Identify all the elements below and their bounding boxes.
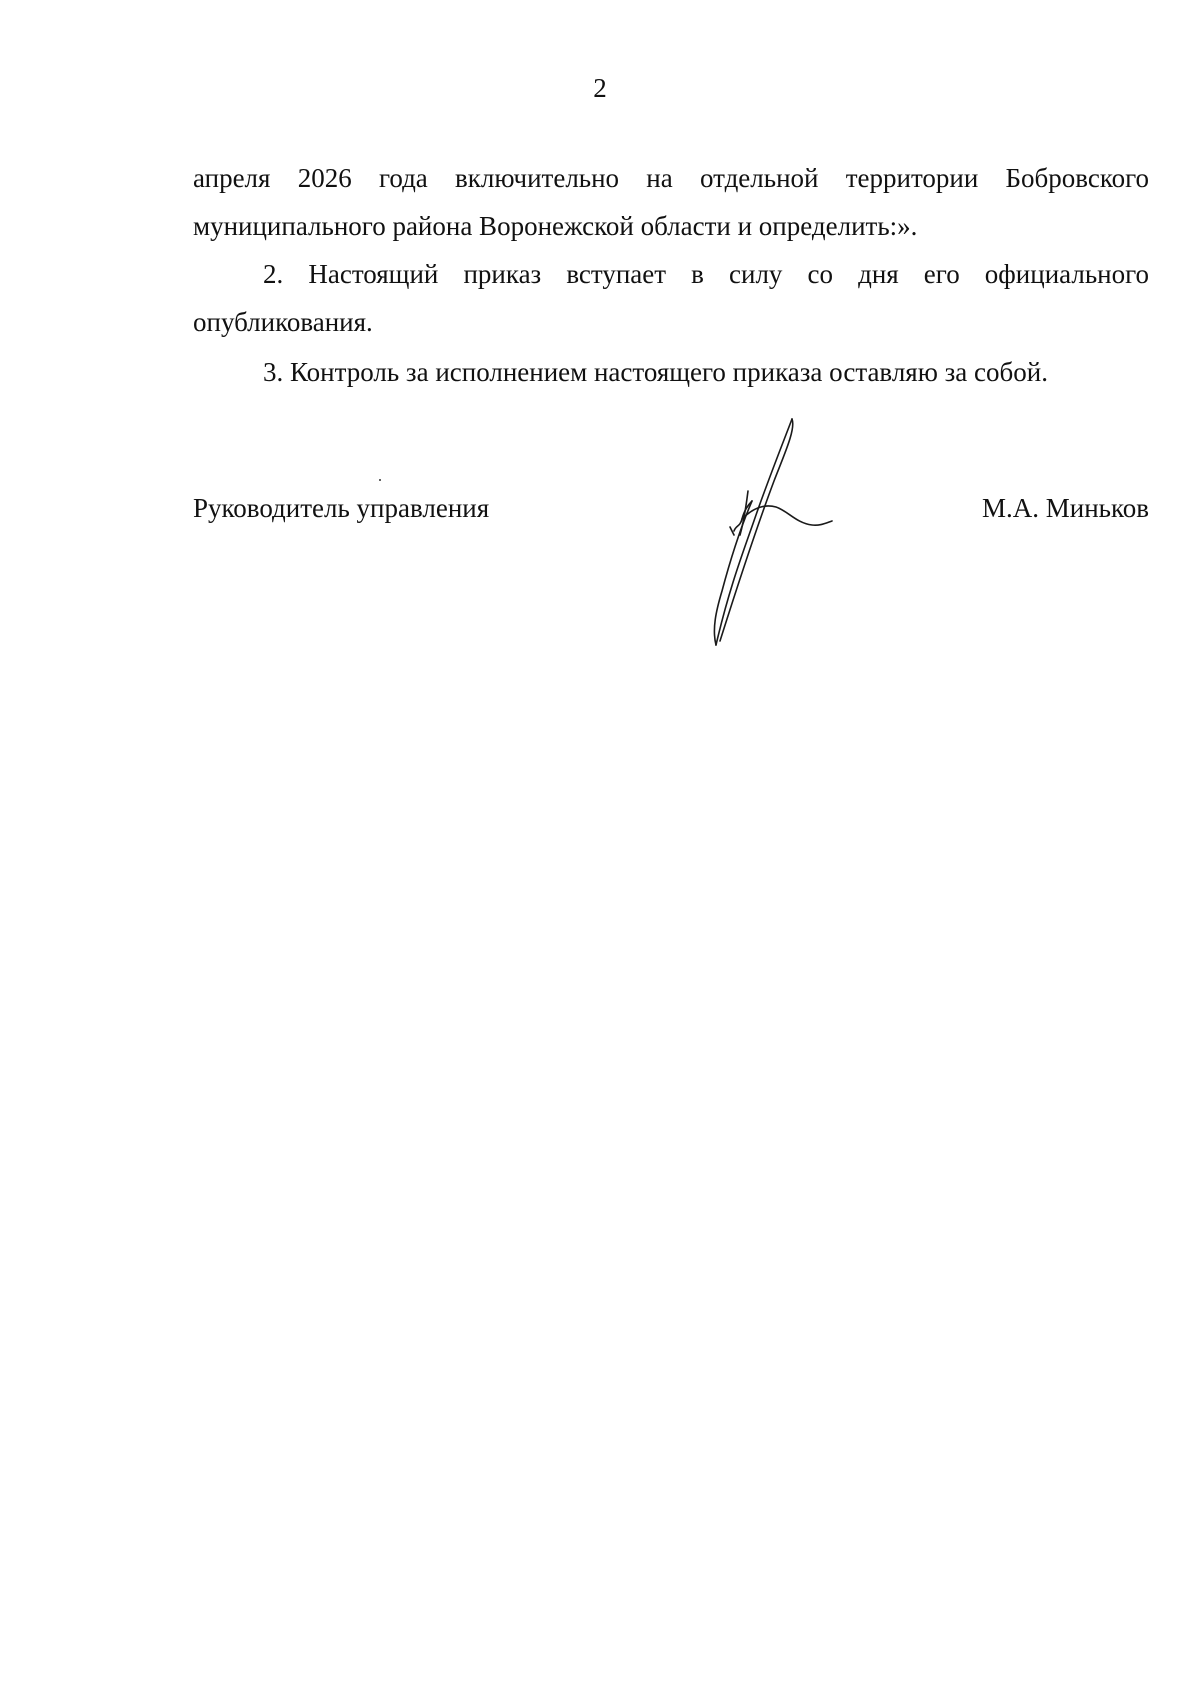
signature-block	[193, 488, 1149, 528]
document-body-items	[193, 250, 1149, 346]
page-number: 2	[593, 73, 607, 103]
stray-mark	[379, 479, 381, 481]
signatory-position: Руководитель управления	[193, 493, 490, 523]
paragraph-item-3: 3. Контроль за исполнением настоящего приказа оставляю за собой.	[263, 357, 1048, 387]
paragraph-item-2: 2. Настоящий приказ вступает в силу со дня его официального опубликования.	[193, 259, 1149, 337]
signatory-name: М.А. Миньков	[982, 493, 1149, 523]
handwritten-signature-icon	[700, 415, 840, 655]
document-body-item-3	[193, 348, 1149, 396]
document-body	[193, 154, 1149, 250]
paragraph-continuation: апреля 2026 года включительно на отдельной территории Бобровского муниципального района Воронежской области и определить:».	[193, 163, 1149, 241]
